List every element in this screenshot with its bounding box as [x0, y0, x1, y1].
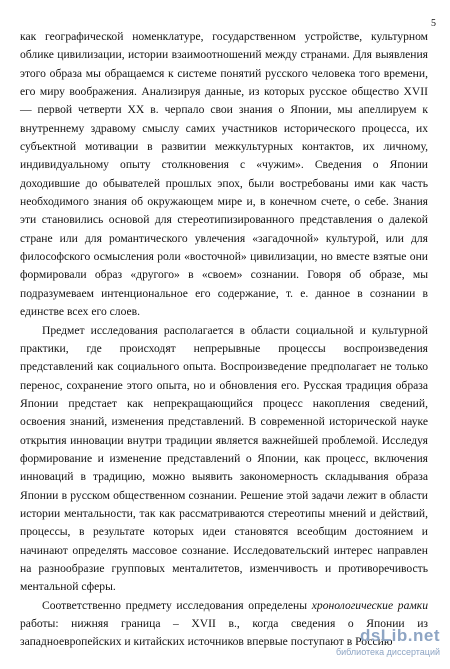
page-number: 5	[431, 18, 436, 29]
watermark	[328, 627, 440, 661]
paragraph-3-text-before: Соответственно предмету исследования определены	[42, 598, 312, 612]
watermark-logo: dsLib.net	[359, 626, 440, 645]
paragraph-3-text-after: работы: нижняя граница – XVII в., когда сведения о Японии из западноевропейских и китайских источников впервые поступают в Россию	[20, 617, 428, 649]
paragraph-1: как географической номенклатуре, государственном устройстве, культурном облике цивилизации, истории взаимоотношений между странами. Для выявления этого образа мы обращаемся к системе понятий русского человека того времени, его миру воображения. Анализируя данные, из которых русское общество XVII — первой четверти XX в. черпало свои знания о Японии, мы апеллируем к внутреннему здравому смыслу самих участников исторического процесса, их субъектной мотивации в развитии межкультурных контактов, их личному, индивидуальному опыту столкновения с «чужим». Сведения о Японии доходившие до обывателей прошлых эпох, были востребованы ими как часть необходимого знания об окружающем мире и, в конечном счете, о себе. Знания эти становились основой для стереотипизированного представления о далекой стране или для романтического увлечения «загадочной» культурой, или для философского осмысления роли «восточной» цивилизации, но вместе взятые они формировали образ «другого» в «своем» сознании. Говоря об образе, мы подразумеваем интенциональное его содержание, т. е. данное в сознании в единстве всех его слоев.	[20, 30, 428, 319]
watermark-caption: библиотека диссертаций	[335, 647, 440, 657]
paragraph-2: Предмет исследования располагается в области социальной и культурной практики, где происходят непрерывные процессы воспроизведения представлений как социального опыта. Воспроизведение предполагает не только перенос, сохранение этого опыта, но и обновления его. Русская традиция образа Японии предстает как непрекращающийся процесс накопления сведений, освоения знаний, изменения представлений. В современной исторической науке открытия инновации внутри традиции является важнейшей проблемой. Исследуя формирование и изменение представлений о Японии, как процесс, включения инноваций в традицию, можно выявить закономерность складывания образа Японии в русском общественном сознании. Решение этой задачи лежит в области истории ментальности, так как рассматриваются стереотипы мнений и действий, процессы, в результате которых идеи становятся всеобщим достоянием и начинают определять массовое сознание. Исследовательский интерес направлен на разнообразие групповых менталитетов, изменчивость и противоречивость ментальной сферы.	[20, 323, 428, 594]
body-text	[20, 28, 428, 652]
paragraph-3-emphasis: хронологические рамки	[311, 598, 428, 612]
